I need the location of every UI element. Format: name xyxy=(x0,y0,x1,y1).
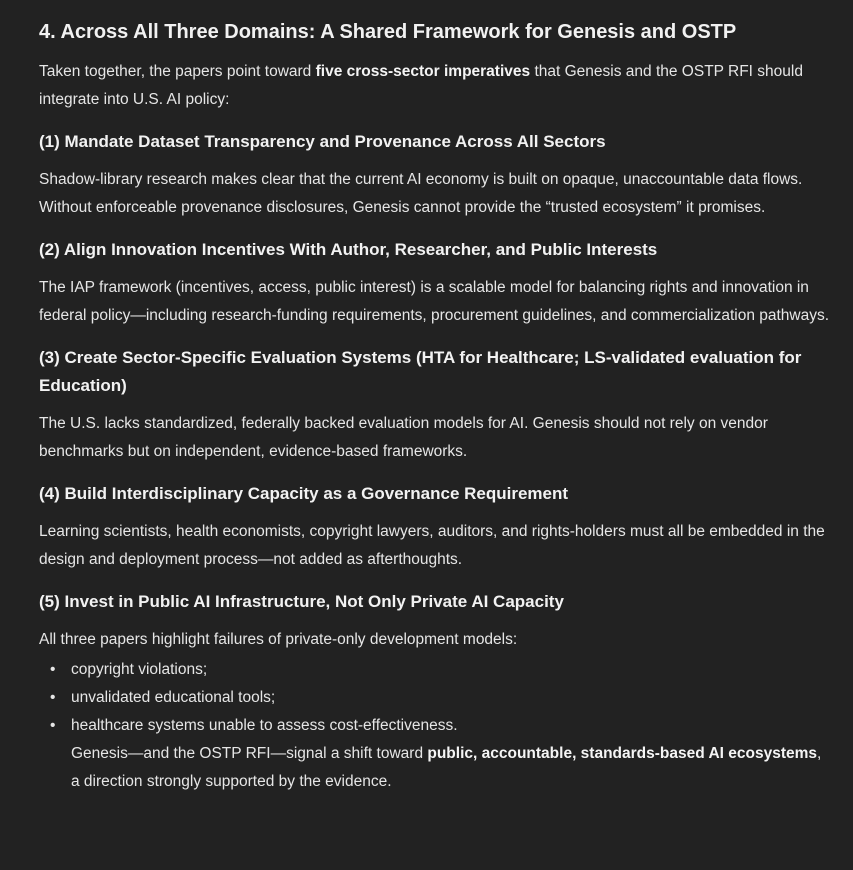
failures-list xyxy=(39,656,831,740)
list-item-text: unvalidated educational tools; xyxy=(71,689,276,706)
imperative-2-heading: (2) Align Innovation Incentives With Author, Researcher, and Public Interests xyxy=(39,240,658,259)
list-item-text: copyright violations; xyxy=(71,661,208,678)
intro-emphasis: five cross-sector imperatives xyxy=(315,63,531,80)
imperative-4-heading: (4) Build Interdisciplinary Capacity as a Governance Requirement xyxy=(39,484,569,503)
imperative-1-body: Shadow-library research makes clear that the current AI economy is built on opaque, unaccountable data flows. Without enforceable provenance disclosures, Genesis cannot provide the “trusted ecosystem” it promises. xyxy=(39,171,803,216)
imperative-4-body: Learning scientists, health economists, copyright lawyers, auditors, and rights-holders must all be embedded in the design and deployment process—not added as afterthoughts. xyxy=(39,523,825,568)
imperative-3-body: The U.S. lacks standardized, federally backed evaluation models for AI. Genesis should not rely on vendor benchmarks but on independent, evidence-based frameworks. xyxy=(39,415,768,460)
closing-emphasis: public, accountable, standards-based AI ecosystems xyxy=(427,745,818,762)
imperative-1-heading: (1) Mandate Dataset Transparency and Provenance Across All Sectors xyxy=(39,132,606,151)
intro-text-end: that Genesis and the OSTP RFI should integrate into U.S. AI policy: xyxy=(39,63,803,108)
bullet-icon: • xyxy=(50,717,56,734)
closing-paragraph xyxy=(39,740,831,796)
section-title: 4. Across All Three Domains: A Shared Framework for Genesis and OSTP xyxy=(39,21,737,43)
imperative-5-body: All three papers highlight failures of private-only development models: xyxy=(39,631,518,648)
closing-text-start: Genesis—and the OSTP RFI—signal a shift toward xyxy=(71,745,428,762)
bullet-icon: • xyxy=(50,689,56,706)
intro-text-start: Taken together, the papers point toward xyxy=(39,63,316,80)
list-item xyxy=(50,684,831,712)
list-item-text: healthcare systems unable to assess cost-effectiveness. xyxy=(71,717,458,734)
imperative-5-heading: (5) Invest in Public AI Infrastructure, Not Only Private AI Capacity xyxy=(39,592,564,611)
imperative-3-heading: (3) Create Sector-Specific Evaluation Systems (HTA for Healthcare; LS-validated evaluation for Education) xyxy=(39,348,802,395)
closing-text-end: , a direction strongly supported by the evidence. xyxy=(71,745,822,790)
list-item xyxy=(50,712,831,740)
section-intro xyxy=(39,58,831,114)
imperative-2-body: The IAP framework (incentives, access, public interest) is a scalable model for balancing rights and innovation in federal policy—including research-funding requirements, procurement guidelines, and commercialization pathways. xyxy=(39,279,830,324)
bullet-icon: • xyxy=(50,661,56,678)
list-item xyxy=(50,656,831,684)
